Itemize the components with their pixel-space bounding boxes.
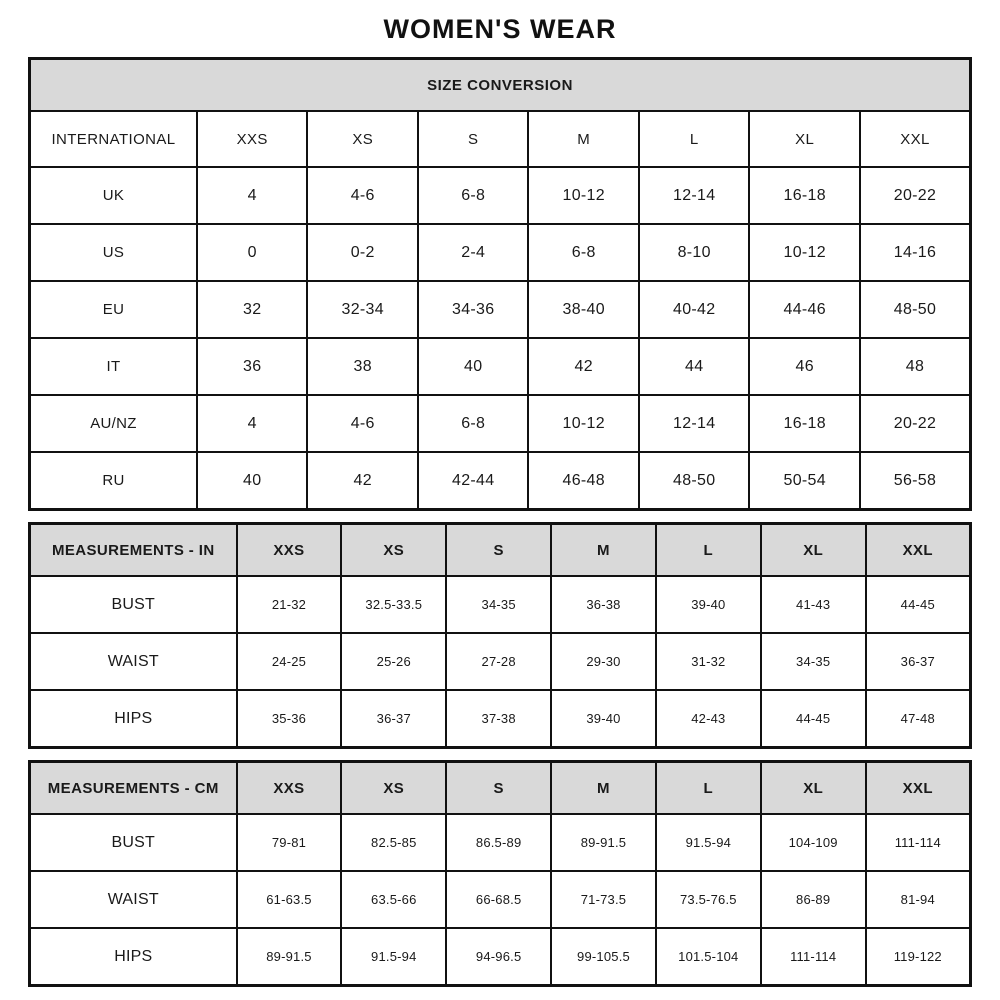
row-label: UK xyxy=(30,167,197,224)
value-cell: 14-16 xyxy=(860,224,971,281)
size-column-header: M xyxy=(551,524,656,577)
value-cell: 35-36 xyxy=(237,690,342,748)
table-row xyxy=(30,167,971,224)
size-column-header: L xyxy=(656,524,761,577)
value-cell: 4 xyxy=(197,395,308,452)
value-cell: 32.5-33.5 xyxy=(341,576,446,633)
value-cell: 71-73.5 xyxy=(551,871,656,928)
value-cell: 111-114 xyxy=(866,814,971,871)
column-header-row xyxy=(30,762,971,815)
value-cell: 73.5-76.5 xyxy=(656,871,761,928)
row-label: AU/NZ xyxy=(30,395,197,452)
value-cell: 86-89 xyxy=(761,871,866,928)
table-row xyxy=(30,871,971,928)
row-label: WAIST xyxy=(30,633,237,690)
value-cell: 0 xyxy=(197,224,308,281)
value-cell: 6-8 xyxy=(418,167,529,224)
row-label: HIPS xyxy=(30,690,237,748)
corner-label-cell: INTERNATIONAL xyxy=(30,111,197,167)
value-cell: 61-63.5 xyxy=(237,871,342,928)
measurements-in-body xyxy=(30,524,971,748)
value-cell: 12-14 xyxy=(639,395,750,452)
size-conversion-header-row xyxy=(30,59,971,112)
size-column-header: XXL xyxy=(866,524,971,577)
page-title: WOMEN'S WEAR xyxy=(383,14,617,44)
row-label: RU xyxy=(30,452,197,510)
size-column-header: S xyxy=(446,762,551,815)
value-cell: 25-26 xyxy=(341,633,446,690)
table-row xyxy=(30,814,971,871)
measurements-cm-table xyxy=(28,760,972,987)
size-column-header: XS xyxy=(307,111,418,167)
value-cell: 104-109 xyxy=(761,814,866,871)
row-label: HIPS xyxy=(30,928,237,986)
value-cell: 31-32 xyxy=(656,633,761,690)
value-cell: 66-68.5 xyxy=(446,871,551,928)
value-cell: 50-54 xyxy=(749,452,860,510)
column-header-row xyxy=(30,524,971,577)
measurements-in-table xyxy=(28,522,972,749)
table-row xyxy=(30,338,971,395)
value-cell: 89-91.5 xyxy=(237,928,342,986)
value-cell: 20-22 xyxy=(860,167,971,224)
value-cell: 4-6 xyxy=(307,395,418,452)
column-header-row xyxy=(30,111,971,167)
size-column-header: XXS xyxy=(237,762,342,815)
value-cell: 48 xyxy=(860,338,971,395)
size-conversion-table xyxy=(28,57,972,511)
value-cell: 0-2 xyxy=(307,224,418,281)
value-cell: 119-122 xyxy=(866,928,971,986)
value-cell: 56-58 xyxy=(860,452,971,510)
value-cell: 27-28 xyxy=(446,633,551,690)
value-cell: 38-40 xyxy=(528,281,639,338)
value-cell: 36-37 xyxy=(866,633,971,690)
table-title-cell: MEASUREMENTS - CM xyxy=(30,762,237,815)
value-cell: 38 xyxy=(307,338,418,395)
value-cell: 10-12 xyxy=(528,395,639,452)
value-cell: 20-22 xyxy=(860,395,971,452)
size-column-header: XL xyxy=(761,762,866,815)
value-cell: 8-10 xyxy=(639,224,750,281)
value-cell: 91.5-94 xyxy=(656,814,761,871)
value-cell: 10-12 xyxy=(749,224,860,281)
size-column-header: XL xyxy=(749,111,860,167)
value-cell: 42-43 xyxy=(656,690,761,748)
value-cell: 21-32 xyxy=(237,576,342,633)
value-cell: 44-45 xyxy=(761,690,866,748)
size-column-header: XS xyxy=(341,524,446,577)
value-cell: 81-94 xyxy=(866,871,971,928)
table-row xyxy=(30,928,971,986)
value-cell: 16-18 xyxy=(749,167,860,224)
value-cell: 2-4 xyxy=(418,224,529,281)
size-column-header: XL xyxy=(761,524,866,577)
value-cell: 46 xyxy=(749,338,860,395)
value-cell: 79-81 xyxy=(237,814,342,871)
size-column-header: S xyxy=(418,111,529,167)
row-label: BUST xyxy=(30,814,237,871)
value-cell: 16-18 xyxy=(749,395,860,452)
table-row xyxy=(30,576,971,633)
value-cell: 46-48 xyxy=(528,452,639,510)
value-cell: 47-48 xyxy=(866,690,971,748)
value-cell: 99-105.5 xyxy=(551,928,656,986)
size-column-header: XXS xyxy=(237,524,342,577)
size-column-header: L xyxy=(656,762,761,815)
value-cell: 42 xyxy=(528,338,639,395)
size-column-header: XXS xyxy=(197,111,308,167)
value-cell: 6-8 xyxy=(528,224,639,281)
row-label: WAIST xyxy=(30,871,237,928)
value-cell: 91.5-94 xyxy=(341,928,446,986)
value-cell: 34-35 xyxy=(446,576,551,633)
value-cell: 39-40 xyxy=(656,576,761,633)
value-cell: 4 xyxy=(197,167,308,224)
size-column-header: S xyxy=(446,524,551,577)
value-cell: 32-34 xyxy=(307,281,418,338)
value-cell: 6-8 xyxy=(418,395,529,452)
value-cell: 42-44 xyxy=(418,452,529,510)
size-column-header: XXL xyxy=(860,111,971,167)
value-cell: 12-14 xyxy=(639,167,750,224)
value-cell: 101.5-104 xyxy=(656,928,761,986)
value-cell: 48-50 xyxy=(639,452,750,510)
size-column-header: XXL xyxy=(866,762,971,815)
table-row xyxy=(30,690,971,748)
value-cell: 111-114 xyxy=(761,928,866,986)
value-cell: 86.5-89 xyxy=(446,814,551,871)
value-cell: 63.5-66 xyxy=(341,871,446,928)
row-label: BUST xyxy=(30,576,237,633)
value-cell: 89-91.5 xyxy=(551,814,656,871)
value-cell: 34-35 xyxy=(761,633,866,690)
value-cell: 44-45 xyxy=(866,576,971,633)
value-cell: 44-46 xyxy=(749,281,860,338)
value-cell: 37-38 xyxy=(446,690,551,748)
value-cell: 82.5-85 xyxy=(341,814,446,871)
measurements-cm-body xyxy=(30,762,971,986)
table-row xyxy=(30,395,971,452)
size-conversion-body xyxy=(30,59,971,510)
value-cell: 48-50 xyxy=(860,281,971,338)
row-label: US xyxy=(30,224,197,281)
value-cell: 39-40 xyxy=(551,690,656,748)
value-cell: 32 xyxy=(197,281,308,338)
value-cell: 36-37 xyxy=(341,690,446,748)
table-row xyxy=(30,633,971,690)
row-label: IT xyxy=(30,338,197,395)
size-column-header: L xyxy=(639,111,750,167)
table-row xyxy=(30,281,971,338)
value-cell: 24-25 xyxy=(237,633,342,690)
value-cell: 36 xyxy=(197,338,308,395)
value-cell: 4-6 xyxy=(307,167,418,224)
value-cell: 40-42 xyxy=(639,281,750,338)
size-column-header: M xyxy=(551,762,656,815)
value-cell: 36-38 xyxy=(551,576,656,633)
value-cell: 44 xyxy=(639,338,750,395)
value-cell: 40 xyxy=(418,338,529,395)
value-cell: 40 xyxy=(197,452,308,510)
table-title-cell: MEASUREMENTS - IN xyxy=(30,524,237,577)
table-row xyxy=(30,224,971,281)
value-cell: 29-30 xyxy=(551,633,656,690)
value-cell: 34-36 xyxy=(418,281,529,338)
table-row xyxy=(30,452,971,510)
value-cell: 42 xyxy=(307,452,418,510)
size-column-header: XS xyxy=(341,762,446,815)
value-cell: 94-96.5 xyxy=(446,928,551,986)
value-cell: 41-43 xyxy=(761,576,866,633)
row-label: EU xyxy=(30,281,197,338)
size-conversion-header: SIZE CONVERSION xyxy=(30,59,971,112)
size-column-header: M xyxy=(528,111,639,167)
value-cell: 10-12 xyxy=(528,167,639,224)
